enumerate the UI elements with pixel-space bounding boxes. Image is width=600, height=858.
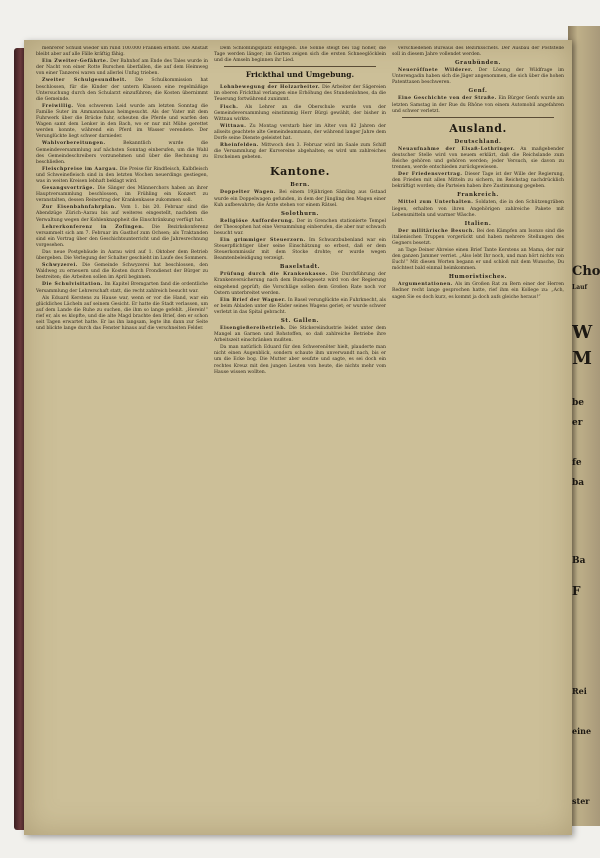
article-title: Ein Brief der Wagner. <box>220 297 287 303</box>
article-title: Prüfung durch die Krankenkasse. <box>220 272 328 278</box>
section-heading: Ausland. <box>449 121 507 135</box>
subsection-heading: Frankreich. <box>457 192 499 199</box>
article-text: Mittwoch den 3. Februar wird im Saale zum Schiff die Versammlung der Kurvereine abgehalten; es wird um zahlreiches Erscheinen gebeten. <box>214 143 386 161</box>
article-paragraph <box>392 96 564 114</box>
column-rule <box>224 66 376 67</box>
article-text: Zu Montag verstarb hier im Alter von 82 Jahren der allseits geachtete alte Gemeindeammann, der während langer Jahre dem Dorfe seine Dienste geleistet hat. <box>214 123 386 142</box>
article-text: Das neue Postgebäude in Aarau wird auf 1. Oktober dem Betrieb übergeben. Die Verlegung der Schalter geschieht im Laufe des Sommers. <box>36 250 208 262</box>
article-title: Eine Geschichte von der Straße. <box>398 96 497 102</box>
article-paragraph <box>36 59 208 77</box>
article-title: Die Schulvisitation. <box>42 282 103 288</box>
article-text: Dem Schlößlingsplatz entgegen. Die Sonne steigt bei Tag höher, die Tage werden länger; im Garten zeigen sich die ersten Schneeglöcklein und die Amseln beginnen ihr Lied. <box>214 46 386 64</box>
subsection-heading: Solothurn. <box>280 210 320 217</box>
article-paragraph <box>36 225 208 249</box>
section-heading: Kantone. <box>270 165 330 179</box>
article-paragraph <box>36 263 208 281</box>
subsection-heading: Genf. <box>468 88 488 95</box>
article-title: Eisengießereibetrieb. <box>220 326 287 331</box>
article-title: Fleischpreise im Aargau. <box>42 166 119 172</box>
article-paragraph <box>36 282 208 294</box>
article-title: Wahlvorbereitungen. <box>42 141 106 147</box>
article-paragraph <box>214 190 386 208</box>
subsection-heading: St. Gallen. <box>280 318 320 324</box>
adjacent-page-fragment: W <box>572 322 593 343</box>
article-paragraph <box>214 85 386 103</box>
subsection-heading: Frickthal und Umgebung. <box>245 70 355 80</box>
article-title: Der militärische Besuch. <box>398 228 475 234</box>
adjacent-page-fragment: ba <box>572 478 585 488</box>
article-title: Der Friedensvertrag. <box>398 172 463 178</box>
article-paragraph <box>392 46 564 58</box>
article-paragraph <box>392 172 564 190</box>
article-paragraph <box>214 46 386 64</box>
article-text: Der Bahnhof am Ende des Tales wurde in der Nacht von einer Rotte Burschen überfallen, die auf dem Heimweg von einer Tanzerei waren und allerlei Unfug trieben. <box>36 59 208 77</box>
article-title: Fisch. <box>220 104 239 110</box>
article-title: Zweiter Schulgesundheit. <box>42 78 127 84</box>
article-text: mehrerer Schuld wieder um rund 100.000 Franken erhöht. Die Anstalt bleibt aber auf alle Fälle kräftig fähig. <box>36 46 208 58</box>
article-title: Wittnau. <box>220 123 247 129</box>
adjacent-page-fragment: er <box>572 418 583 428</box>
subsection-heading: Deutschland. <box>454 138 502 145</box>
subsection-heading: Baselstadt. <box>279 264 321 271</box>
article-paragraph <box>392 282 564 300</box>
adjacent-page-fragment: M <box>572 348 592 369</box>
article-text: Die Bezirkskonferenz versammelt sich am 7. Februar im Gasthof zum Ochsen; als Traktanden sind ein Vortrag über den Geschichtsunterricht und die Jahresrechnung vorgesehen. <box>36 224 208 248</box>
article-paragraph <box>214 143 386 161</box>
article-title: Lehrerkonferenz in Zofingen. <box>42 224 145 230</box>
adjacent-page-fragment: Cho <box>572 264 600 279</box>
article-paragraph <box>392 68 564 86</box>
article-text: Bei den Kämpfen am Isonzo sind die italienischen Truppen vorgerückt und haben mehrere Stellungen des Gegners besetzt. <box>392 228 564 246</box>
subsection-heading: Bern. <box>290 182 310 189</box>
article-text: Soldaten, die in den Schützengräben liegen, erhalten von ihren Angehörigen zahlreiche Pakete mit Lebensmitteln und warmer Wäsche. <box>392 200 564 218</box>
article-paragraph <box>36 167 208 185</box>
article-text: Die Preise für Rindfleisch, Kalbfleisch und Schweinefleisch sind in den letzten Wochen neuerdings gestiegen, was in weiten Kreisen lebhaft beklagt wird. <box>36 166 208 184</box>
article-title: Gesangsvorträge. <box>42 186 95 192</box>
article-paragraph <box>214 272 386 296</box>
article-title: Rheinfelden. <box>220 143 259 149</box>
article-text: Der in Grenchen stationierte Tempel der Theosophen hat eine Versammlung einberufen, die aber nur schwach besucht war. <box>214 218 386 236</box>
article-title: Argumentationen. <box>398 282 453 288</box>
subsection-heading: Humoristisches. <box>448 274 508 281</box>
article-text: Der Lösung der Wildfrage im Unterengadin haben sich die Jäger angenommen, die sich über die hohen Patenttaxen beschweren. <box>392 68 564 86</box>
adjacent-page-fragment: fe <box>572 458 582 468</box>
article-text: In Basel verunglückte ein Fuhrknecht, als er beim Abladen unter die Räder seines Wagens geriet; er wurde schwer verletzt in das Spital gebracht. <box>214 297 386 315</box>
article-paragraph <box>36 250 208 262</box>
article-text: Ein Bürger Genfs wurde am letzten Samstag in der Rue du Rhône von einem Automobil angefahren und schwer verletzt. <box>392 96 564 114</box>
adjacent-page-fragment: F <box>572 584 581 598</box>
article-paragraph <box>36 141 208 165</box>
article-paragraph <box>214 326 386 344</box>
column-right <box>392 46 564 826</box>
article-paragraph <box>214 345 386 375</box>
article-title: Mittel zum Unterhalten. <box>398 200 474 206</box>
article-text: Bekanntlich wurde die Gemeindeversammlung auf nächsten Sonntag einberufen, um die Wahl des Gemeindeschreibers vorzunehmen und über die Rechnung zu beschließen. <box>36 141 208 165</box>
subsection-heading: Graubünden. <box>454 60 502 67</box>
article-text: Die Arbeiter der Sägereien im oberen Frickthal verlangen eine Erhöhung des Stundenlohnes, da die Teuerung fortwährend zunimmt. <box>214 85 386 103</box>
article-text: Als Lehrer an die Oberschule wurde von der Gemeindeversammlung einstimmig Herr Bürgi gewählt, der bisher in Wittnau wirkte. <box>214 104 386 122</box>
article-text: an Tage Deiner Abreise einen Brief Tante Kerstens an Mama, der mir den ganzen Jammer verriet. „Also lebt Ihr noch, und man hört nichts von Euch!“ Mit diesen Worten begann er und schloß mit dem Wunsche, Du möchtest bald einmal heimkommen. <box>392 247 564 272</box>
article-text: Als Eduard Kerstens zu Hause war, wenn er vor die Hand, war ein glückliches Lächeln auf seinem Gesicht. Er hatte die Stadt verlassen, um auf dem Lande die Ruhe zu suchen, die ihm so lange gefehlt. „Herein!“ rief er, als es klopfte, und die alte Magd brachte den Brief, den er schon seit Tagen erwartet hatte. Er las ihn langsam, legte ihn dann zur Seite und blickte lange durch das Fenster hinaus auf die verschneiten Felder. <box>36 295 208 332</box>
column-rule <box>269 82 331 83</box>
subsection-heading: Italien. <box>464 220 492 227</box>
adjacent-page-fragment: Lauf <box>572 284 588 291</box>
article-paragraph <box>36 104 208 141</box>
article-title: Zur Eisenbahnfahrplan. <box>42 205 117 211</box>
article-text: Die Durchführung der Krankenversicherung nach dem Bundesgesetz wird von der Regierung eingehend geprüft; die Vorschläge sollen dem Großen Rate noch vor Ostern unterbreitet werden. <box>214 272 386 296</box>
article-paragraph <box>392 147 564 171</box>
article-paragraph <box>36 296 208 333</box>
article-text: Die Schulkommission hat beschlossen, für die Kinder der untern Klassen eine regelmäßige Untersuchung durch den Schularzt einzuführen; die Kosten übernimmt die Gemeinde. <box>36 78 208 102</box>
article-text: Bei einem 19jährigen Sämling aus Gstaad wurde ein Doppelwagen gefunden, in dem der Jüngling den Magen einer Kuh aufbewahrte; die Ärzte stehen vor einem Rätsel. <box>214 190 386 208</box>
article-paragraph <box>36 46 208 58</box>
article-text: Als im Großen Rat zu Bern einer der Herren Redner recht lange gesprochen hatte, rief ihm ein Kollege zu: „Ach, sagen Sie es doch kurz, es kommt ja doch aufs gleiche heraus!“ <box>392 282 564 300</box>
article-text: Im Schwarzbubenland war ein Steuerpflichtiger über seine Einschätzung so erbost, daß er dem Steuerkommissär mit dem Stocke drohte; er wurde wegen Beamtenbeleidigung verzeigt. <box>214 237 386 262</box>
article-text: verschiedenen Bureaus des Bezirksschefs. Der Ausbau der Poststelle soll in diesem Jahre vollendet werden. <box>392 46 564 58</box>
article-paragraph <box>392 200 564 218</box>
article-title: Doppelter Wagen. <box>220 190 276 196</box>
article-title: Neuaufnahme der Elsaß-Lothringer. <box>398 146 516 152</box>
adjacent-page-fragment: be <box>572 398 585 408</box>
newspaper-page <box>24 40 572 835</box>
article-paragraph <box>392 229 564 247</box>
article-text: An maßgebender deutscher Stelle wird von neuem erklärt, daß die Reichslande zum Reiche gehören und gehören werden; jeder Versuch, sie davon zu trennen, werde entschieden zurückgewiesen. <box>392 146 564 171</box>
column-left <box>36 46 208 826</box>
article-paragraph <box>392 248 564 272</box>
article-title: Freiwillig. <box>42 103 74 109</box>
adjacent-page-fragment: ster <box>572 796 590 806</box>
adjacent-page-edge <box>568 26 600 826</box>
article-text: Da man natürlich Eduard für den Schwerenöter hielt, plauderte man nicht einen Augenblick, sondern schaute ihm unverwandt nach, bis er um die Ecke bog. Die Mutter aber seufzte und sagte, es sei doch ein rechtes Kreuz mit den jungen Leuten von heute, die nichts mehr vom Hause wissen wollten. <box>214 345 386 375</box>
article-paragraph <box>214 124 386 142</box>
adjacent-page-fragment: Ba <box>572 556 586 566</box>
adjacent-page-fragment: Rei <box>572 686 587 696</box>
column-middle <box>214 46 386 826</box>
article-title: Religiöse Aufforderung. <box>220 218 295 224</box>
article-paragraph <box>36 78 208 102</box>
article-title: Lohnbewegung der Holzarbeiter. <box>220 85 321 91</box>
article-text: Die Sänger des Männerchors haben an ihrer Hauptversammlung beschlossen, im Frühling ein Konzert zu veranstalten, dessen Reinertrag der Krankenkasse zukommen soll. <box>36 186 208 204</box>
adjacent-page-fragment: eine <box>572 726 592 736</box>
article-paragraph <box>214 238 386 262</box>
article-title: Ein grimmiger Steuerzorn. <box>220 237 306 243</box>
article-text: Dieser Tage ist der Wille der Regierung, den Frieden mit allen Mitteln zu sichern, im Reichstag nachdrücklich bekräftigt worden; die Parteien haben ihre Zustimmung gegeben. <box>392 172 564 190</box>
article-title: Neueröffnete Wilderer. <box>398 68 473 74</box>
article-paragraph <box>214 298 386 316</box>
article-paragraph <box>214 219 386 237</box>
article-text: Von schwerem Leid wurde am letzten Sonntag die Familie Suter im Ammannshaus heimgesucht. Als der Vater mit dem Fuhrwerk über die Brücke fuhr, scheuten die Pferde und warfen den Wagen samt dem Lenker in den Bach, wo er nur mit Mühe gerettet werden konnte, während ein Pferd im Wasser verendete. Der Verunglückte liegt schwer darnieder. <box>36 103 208 140</box>
article-paragraph <box>214 105 386 123</box>
article-title: Ein Zweiter-Gefährte. <box>42 59 109 65</box>
article-text: Die Stickereiindustrie leidet unter dem Mangel an Garnen und Rohstoffen, so daß zahlreiche Betriebe ihre Arbeitszeit einschränken mußten. <box>214 326 386 344</box>
article-text: Die Gemeinde Schwyzerei hat beschlossen, den Waldweg zu erneuern und die Kosten durch Frondienst der Bürger zu bestreiten; die Arbeiten sollen im April beginnen. <box>36 263 208 281</box>
article-text: Im Kapitel Bremgarten fand die ordentliche Versammlung der Lehrerschaft statt, die recht zahlreich besucht war. <box>36 282 208 294</box>
column-rule <box>402 117 554 118</box>
article-text: Vom 1. bis 20. Februar sind die Abendzüge Zürich–Aarau bis auf weiteres eingestellt, nachdem die Verwaltung wegen der Kohlenknappheit die Einschränkung verfügt hat. <box>36 205 208 223</box>
article-paragraph <box>36 205 208 223</box>
article-title: Schwyzerei. <box>42 263 78 269</box>
article-paragraph <box>36 186 208 204</box>
